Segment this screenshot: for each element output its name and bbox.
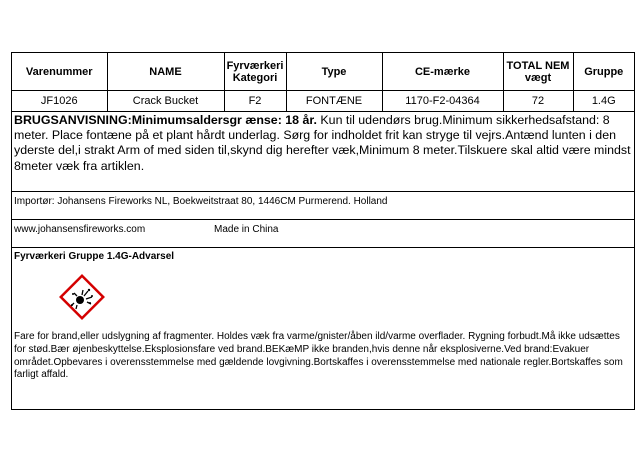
made-in-text: Made in China — [214, 224, 279, 235]
product-label — [11, 52, 635, 410]
header-type: Type — [286, 53, 382, 91]
usage-text: Kun til udendørs brug.Minimum sikkerhedsafstand: 8 meter. Place fontæne på et plant hårdt underlag. Sørg for indholdet frit kan stryge til vejrs.Antænd lunten i den yderste del,i strakt Arm of med siden til,skynd dig herefter væk,Minimum 8 meter.Tilskuere skal altid være mindst 8meter væk fra artiklen. — [14, 113, 631, 173]
cell-total-nem: 72 — [503, 91, 573, 112]
warning-section — [12, 248, 634, 382]
table-header-row — [12, 53, 634, 91]
usage-heading: BRUGSANVISNING:Minimumsaldersgr ænse: 18 år. — [14, 113, 317, 127]
header-gruppe: Gruppe — [573, 53, 634, 91]
explosive-ghs-icon — [57, 272, 107, 322]
header-total-nem: TOTAL NEM vægt — [503, 53, 573, 91]
warning-title: Fyrværkeri Gruppe 1.4G-Advarsel — [14, 251, 175, 262]
header-varenummer: Varenummer — [12, 53, 107, 91]
importer-line: Importør: Johansens Fireworks NL, Boekweitstraat 80, 1446CM Purmerend. Holland — [12, 192, 634, 220]
website-row — [12, 220, 634, 248]
website-text: www.johansensfireworks.com — [14, 224, 146, 235]
cell-varenummer: JF1026 — [12, 91, 107, 112]
cell-ce-maerke: 1170-F2-04364 — [382, 91, 503, 112]
cell-kategori: F2 — [224, 91, 286, 112]
header-name: NAME — [107, 53, 224, 91]
cell-gruppe: 1.4G — [573, 91, 634, 112]
product-table — [12, 53, 634, 112]
warning-text: Fare for brand,eller udslygning af fragmenter. Holdes væk fra varme/gnister/åben ild/varme overflader. Rygning forbudt.Må ikke udsættes for stød.Bær øjenbeskyttelse.Eksplosionsfare ved brand.BEKæMP ikke branden,hvis denne når eksplosiverne.Ved brand:Evakuer området.Opbevares i overensstemmelse med gældende lovgivning.Bortskaffes i overensstemmelse med nationale regler.Bortskaffes som farligt affald. — [14, 331, 623, 381]
usage-instructions — [12, 112, 634, 192]
header-ce-maerke: CE-mærke — [382, 53, 503, 91]
header-kategori: Fyrværkeri Kategori — [224, 53, 286, 91]
cell-name: Crack Bucket — [107, 91, 224, 112]
cell-type: FONTÆNE — [286, 91, 382, 112]
table-row — [12, 91, 634, 112]
